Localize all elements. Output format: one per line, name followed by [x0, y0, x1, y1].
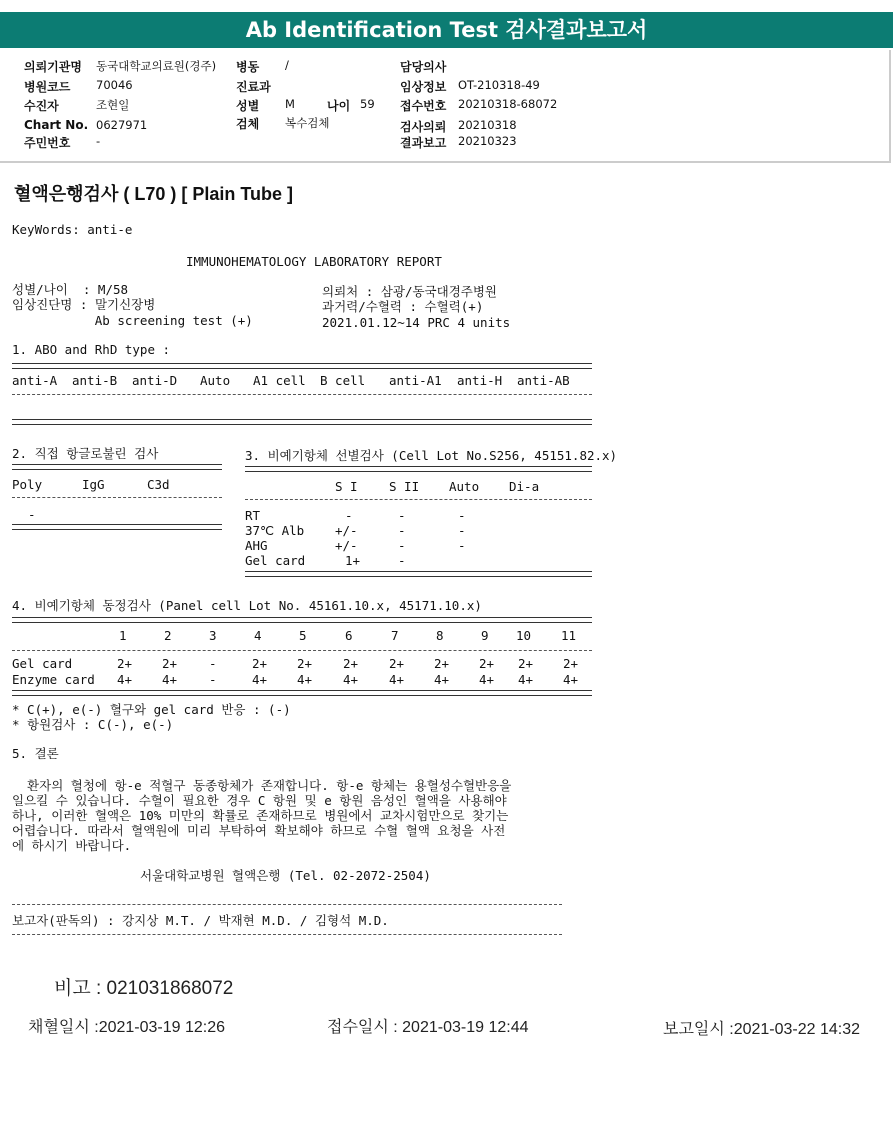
- s4-col-6: 6: [345, 628, 353, 643]
- patient-transfusion: 2021.01.12~14 PRC 4 units: [322, 315, 511, 330]
- s3-row-alb-label: 37℃ Alb: [245, 523, 305, 538]
- value-result-report: 20210323: [458, 134, 517, 148]
- s3-row-rt-s2: -: [398, 508, 406, 523]
- patient-screening: Ab screening test (+): [12, 313, 253, 328]
- keywords: KeyWords: anti-e: [12, 222, 133, 237]
- s3-rule-mid: [245, 499, 592, 500]
- value-clinical-info: OT-210318-49: [458, 78, 540, 92]
- s4-cell-enzyme-2: 4+: [162, 672, 178, 687]
- s4-cell-gel-7: 2+: [389, 656, 405, 671]
- value-institution: 동국대학교의료원(경주): [96, 59, 217, 73]
- s3-row-gel-s2: -: [398, 553, 406, 568]
- value-receipt-no: 20210318-68072: [458, 97, 558, 111]
- value-specimen: 복수검체: [285, 116, 330, 130]
- conclusion-line-4: 어렵습니다. 따라서 혈액원에 미리 부탁하여 확보해야 하므로 수혈 혈액 요청을 사전: [12, 823, 506, 838]
- s4-cell-gel-6: 2+: [343, 656, 359, 671]
- label-sex: 성별: [236, 99, 260, 113]
- s1-col-anti-b: anti-B: [72, 373, 118, 388]
- patient-history: 과거력/수혈력 : 수혈력(+): [322, 299, 484, 314]
- s3-col-s1: S I: [335, 479, 358, 494]
- s4-cell-gel-1: 2+: [117, 656, 133, 671]
- s4-cell-enzyme-3: -: [209, 672, 217, 687]
- label-patient-name: 수진자: [24, 99, 59, 113]
- received-datetime: 접수일시 : 2021-03-19 12:44: [327, 1019, 529, 1036]
- s4-col-7: 7: [391, 628, 399, 643]
- s4-cell-enzyme-6: 4+: [343, 672, 359, 687]
- s4-col-11: 11: [561, 628, 577, 643]
- reporter-line: 보고자(판독의) : 강지상 M.T. / 박재현 M.D. / 김형석 M.D.: [12, 913, 389, 928]
- s4-cell-enzyme-10: 4+: [518, 672, 534, 687]
- s4-cell-gel-8: 2+: [434, 656, 450, 671]
- label-institution: 의뢰기관명: [24, 60, 82, 74]
- s3-title: 3. 비예기항체 선별검사 (Cell Lot No.S256, 45151.82.x): [245, 448, 618, 463]
- value-test-request: 20210318: [458, 118, 517, 132]
- s4-cell-gel-3: -: [209, 656, 217, 671]
- s4-cell-gel-9: 2+: [479, 656, 495, 671]
- label-hospital-code: 병원코드: [24, 80, 71, 94]
- s4-title: 4. 비예기항체 동정검사 (Panel cell Lot No. 45161.10.x, 45171.10.x): [12, 598, 482, 613]
- conclusion-line-5: 에 하시기 바랍니다.: [12, 838, 132, 853]
- patient-header: [0, 50, 891, 163]
- value-ward: /: [285, 58, 289, 72]
- s3-row-rt-label: RT: [245, 508, 261, 523]
- s2-col-igg: IgG: [82, 477, 105, 492]
- s1-col-b-cell: B cell: [320, 373, 366, 388]
- report-title: IMMUNOHEMATOLOGY LABORATORY REPORT: [186, 254, 442, 269]
- s1-rule-bottom: [12, 419, 592, 425]
- s4-cell-enzyme-4: 4+: [252, 672, 268, 687]
- s3-col-dia: Di-a: [509, 479, 540, 494]
- s4-cell-enzyme-11: 4+: [563, 672, 579, 687]
- s2-title: 2. 직접 항글로불린 검사: [12, 446, 159, 461]
- s3-rule-top: [245, 466, 592, 472]
- s1-col-auto: Auto: [200, 373, 231, 388]
- s4-rule-bottom: [12, 690, 592, 696]
- value-resident-no: -: [96, 134, 101, 148]
- s3-rule-bottom: [245, 571, 592, 577]
- s4-cell-enzyme-1: 4+: [117, 672, 133, 687]
- s4-cell-enzyme-5: 4+: [297, 672, 313, 687]
- s3-row-gel-label: Gel card: [245, 553, 306, 568]
- label-result-report: 결과보고: [400, 136, 447, 150]
- s5-title: 5. 결론: [12, 746, 59, 761]
- label-chart-no: Chart No.: [24, 118, 89, 132]
- s3-row-ahg-auto: -: [458, 538, 466, 553]
- conclusion-line-1: 환자의 혈청에 항-e 적혈구 동종항체가 존재합니다. 항-e 항체는 용혈성수혈반응을: [12, 778, 512, 793]
- label-department: 진료과: [236, 80, 271, 94]
- hospital-contact: 서울대학교병원 혈액은행 (Tel. 02-2072-2504): [140, 868, 431, 883]
- collected-datetime: 채혈일시 :2021-03-19 12:26: [28, 1019, 226, 1036]
- s3-col-s2: S II: [389, 479, 420, 494]
- value-age: 59: [360, 97, 375, 111]
- s3-row-alb-s2: -: [398, 523, 406, 538]
- reported-datetime: 보고일시 :2021-03-22 14:32: [663, 1021, 861, 1038]
- value-sex: M: [285, 97, 295, 111]
- s2-poly-value: -: [28, 507, 36, 522]
- s4-cell-gel-2: 2+: [162, 656, 178, 671]
- s1-col-anti-h: anti-H: [457, 373, 503, 388]
- s2-col-poly: Poly: [12, 477, 43, 492]
- label-clinical-info: 임상정보: [400, 80, 447, 94]
- s4-rule-top: [12, 617, 592, 623]
- label-doctor: 담당의사: [400, 60, 447, 74]
- s1-col-anti-d: anti-D: [132, 373, 178, 388]
- s4-row-gel-label: Gel card: [12, 656, 73, 671]
- s3-row-ahg-s2: -: [398, 538, 406, 553]
- reporter-rule-top: [12, 904, 562, 905]
- s1-rule-top: [12, 363, 592, 369]
- conclusion-line-3: 하나, 이러한 혈액은 10% 미만의 확률로 존재하므로 병원에서 교차시험만으로 찾기는: [12, 808, 509, 823]
- s4-rule-mid: [12, 650, 592, 651]
- value-hospital-code: 70046: [96, 78, 133, 92]
- s4-col-3: 3: [209, 628, 217, 643]
- s2-rule-mid: [12, 497, 222, 498]
- s4-cell-enzyme-7: 4+: [389, 672, 405, 687]
- s4-cell-gel-5: 2+: [297, 656, 313, 671]
- value-chart-no: 0627971: [96, 118, 148, 132]
- label-ward: 병동: [236, 60, 260, 74]
- section-title: 혈액은행검사 ( L70 ) [ Plain Tube ]: [14, 184, 294, 204]
- s3-row-alb-s1: +/-: [335, 523, 358, 538]
- s3-row-alb-auto: -: [458, 523, 466, 538]
- s1-col-a1-cell: A1 cell: [253, 373, 306, 388]
- s2-col-c3d: C3d: [147, 477, 170, 492]
- s4-cell-gel-10: 2+: [518, 656, 534, 671]
- s4-col-5: 5: [299, 628, 307, 643]
- s4-note-1: * C(+), e(-) 혈구와 gel card 반응 : (-): [12, 702, 291, 717]
- s1-col-anti-a: anti-A: [12, 373, 58, 388]
- s4-cell-gel-4: 2+: [252, 656, 268, 671]
- s3-row-ahg-label: AHG: [245, 538, 268, 553]
- s1-col-anti-ab: anti-AB: [517, 373, 570, 388]
- s1-title: 1. ABO and RhD type :: [12, 342, 171, 357]
- s4-cell-enzyme-8: 4+: [434, 672, 450, 687]
- s4-col-4: 4: [254, 628, 262, 643]
- s4-col-8: 8: [436, 628, 444, 643]
- s4-cell-enzyme-9: 4+: [479, 672, 495, 687]
- s3-row-ahg-s1: +/-: [335, 538, 358, 553]
- s3-row-gel-s1: 1+: [345, 553, 361, 568]
- s1-rule-mid: [12, 394, 592, 395]
- conclusion-line-2: 일으킬 수 있습니다. 수혈이 필요한 경우 C 항원 및 e 항원 음성인 혈액을 사용해야: [12, 793, 507, 808]
- s4-col-2: 2: [164, 628, 172, 643]
- value-patient-name: 조현일: [96, 98, 130, 112]
- label-specimen: 검체: [236, 117, 260, 131]
- patient-diagnosis: 임상진단명 : 말기신장병: [12, 297, 156, 312]
- label-test-request: 검사의뢰: [400, 120, 447, 134]
- remark: 비고 : 021031868072: [54, 978, 234, 999]
- s3-row-rt-s1: -: [345, 508, 353, 523]
- label-resident-no: 주민번호: [24, 136, 71, 150]
- label-age: 나이: [327, 99, 351, 113]
- s3-col-auto: Auto: [449, 479, 480, 494]
- s4-col-1: 1: [119, 628, 127, 643]
- s4-note-2: * 항원검사 : C(-), e(-): [12, 717, 174, 732]
- s2-rule-bottom: [12, 524, 222, 530]
- label-receipt-no: 접수번호: [400, 99, 447, 113]
- reporter-rule-bottom: [12, 934, 562, 935]
- patient-referrer: 의뢰처 : 삼광/동국대경주병원: [322, 284, 498, 299]
- s1-col-anti-a1: anti-A1: [389, 373, 442, 388]
- report-banner: Ab Identification Test 검사결과보고서: [0, 12, 893, 48]
- s4-col-10: 10: [516, 628, 532, 643]
- patient-sex-age: 성별/나이 : M/58: [12, 282, 129, 297]
- s2-rule-top: [12, 464, 222, 470]
- s4-cell-gel-11: 2+: [563, 656, 579, 671]
- s4-col-9: 9: [481, 628, 489, 643]
- s3-row-rt-auto: -: [458, 508, 466, 523]
- s4-row-enzyme-label: Enzyme card: [12, 672, 95, 687]
